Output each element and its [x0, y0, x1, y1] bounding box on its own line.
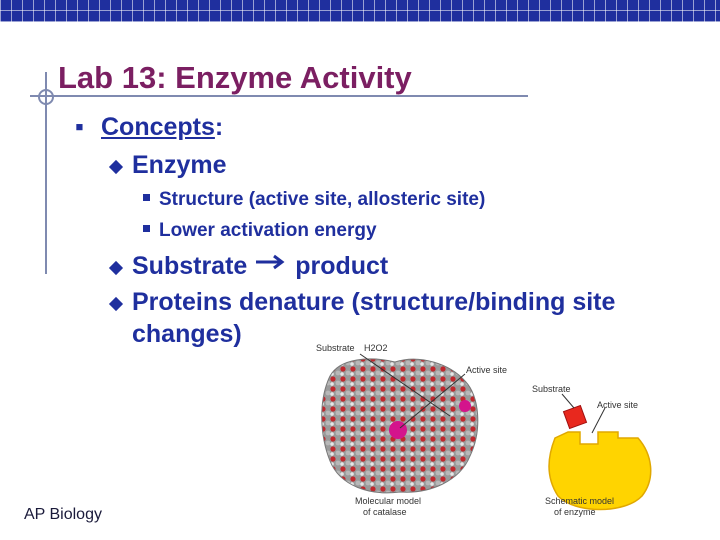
diamond-bullet-icon	[109, 261, 123, 275]
item-substrate-product: Substrate product	[132, 252, 388, 281]
slide-title: Lab 13: Enzyme Activity	[58, 60, 412, 95]
diamond-bullet-icon	[109, 297, 123, 311]
sub-item-structure: Structure (active site, allosteric site)	[143, 189, 485, 211]
concepts-colon: :	[214, 113, 224, 141]
diamond-bullet-icon	[109, 160, 123, 174]
concepts-label: Concepts	[101, 113, 215, 141]
formula-label: H2O2	[364, 343, 388, 353]
arrow-right-icon	[254, 249, 288, 267]
footer-label: AP Biology	[24, 506, 102, 523]
of-catalase-label: of catalase	[363, 507, 407, 517]
small-square-bullet-icon	[143, 225, 150, 232]
item-proteins-denature-cont: changes)	[132, 320, 242, 348]
top-grid-bar	[0, 0, 720, 22]
substrate-small-label: Substrate	[532, 384, 571, 394]
active-site-spot	[459, 400, 471, 412]
item-proteins-denature: Proteins denature (structure/binding site	[132, 288, 616, 316]
sub-item-activation-energy: Lower activation energy	[143, 220, 377, 242]
concepts-heading	[75, 113, 223, 142]
of-enzyme-label: of enzyme	[554, 507, 596, 517]
active-site-spot	[389, 421, 407, 439]
item-enzyme: Enzyme	[132, 151, 227, 179]
schematic-model-label: Schematic model	[545, 496, 615, 506]
enzyme-figure	[300, 336, 710, 522]
active-site-small-label: Active site	[597, 400, 639, 410]
substrate-label: Substrate	[316, 343, 355, 353]
substrate-square	[563, 405, 586, 428]
small-square-bullet-icon	[143, 194, 150, 201]
active-site-label: Active site	[466, 365, 508, 375]
molecular-model-label: Molecular model	[355, 496, 422, 506]
square-bullet-icon: ▪	[75, 113, 84, 141]
crosshair-circle	[38, 89, 54, 105]
